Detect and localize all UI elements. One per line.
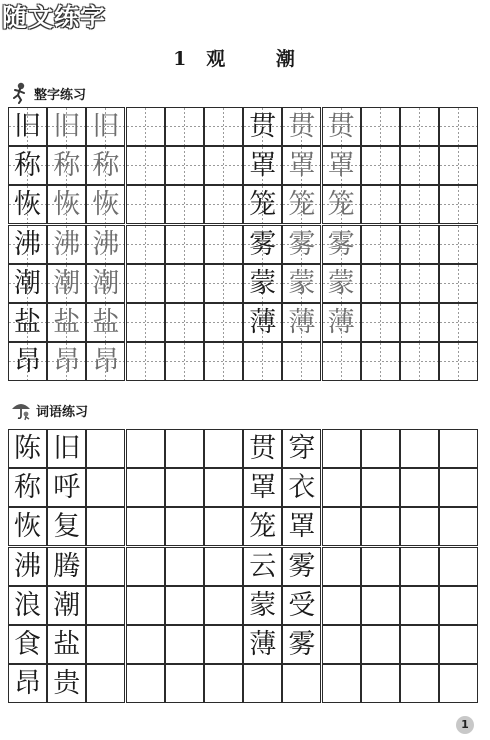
- practice-character: 盐: [14, 307, 41, 338]
- grid-cell[interactable]: [8, 264, 47, 303]
- practice-character: 薄: [249, 307, 277, 338]
- practice-character: 恢: [14, 189, 41, 221]
- grid-cell[interactable]: [282, 264, 321, 303]
- grid-cell[interactable]: [8, 507, 47, 546]
- grid-cell[interactable]: [165, 429, 204, 468]
- practice-character: [244, 343, 281, 380]
- grid-cell[interactable]: [322, 586, 361, 625]
- grid-cell[interactable]: [47, 586, 86, 625]
- practice-character: 贯: [249, 433, 277, 464]
- practice-character: 蒙: [327, 267, 355, 299]
- practice-character: 蒙: [288, 267, 316, 299]
- grid-cell[interactable]: [8, 664, 47, 703]
- grid-cell[interactable]: [126, 625, 165, 664]
- grid-cell[interactable]: [204, 342, 243, 381]
- grid-cell[interactable]: [165, 303, 204, 342]
- grid-cell[interactable]: [8, 625, 47, 664]
- practice-character: 罩: [288, 150, 316, 182]
- practice-character: 昂: [92, 346, 120, 378]
- grid-cell[interactable]: [165, 507, 204, 546]
- grid-cell[interactable]: [204, 625, 243, 664]
- grid-cell[interactable]: [439, 586, 478, 625]
- practice-character: 薄: [327, 307, 355, 338]
- grid-cell[interactable]: [361, 107, 400, 146]
- practice-character: [283, 665, 320, 702]
- grid-cell[interactable]: [86, 547, 125, 586]
- grid-cell[interactable]: [47, 507, 86, 546]
- practice-character: 盐: [53, 629, 81, 660]
- lesson-name: 观 潮: [206, 48, 317, 70]
- grid-cell[interactable]: [86, 586, 125, 625]
- grid-cell[interactable]: [322, 107, 361, 146]
- practice-character: 沸: [92, 228, 120, 260]
- grid-cell[interactable]: [361, 342, 400, 381]
- grid-cell[interactable]: [400, 185, 439, 224]
- practice-character: 昂: [14, 668, 41, 700]
- grid-cell[interactable]: [126, 107, 165, 146]
- grid-cell[interactable]: [282, 107, 321, 146]
- practice-character: 旧: [53, 433, 81, 464]
- practice-character: 衣: [288, 472, 316, 504]
- grid-cell[interactable]: [400, 586, 439, 625]
- grid-cell[interactable]: [439, 547, 478, 586]
- grid-cell[interactable]: [47, 625, 86, 664]
- grid-cell[interactable]: [282, 468, 321, 507]
- grid-cell[interactable]: [322, 342, 361, 381]
- grid-cell[interactable]: [126, 185, 165, 224]
- practice-character: 称: [14, 472, 41, 504]
- grid-cell[interactable]: [126, 146, 165, 185]
- grid-cell[interactable]: [126, 586, 165, 625]
- grid-cell[interactable]: [243, 586, 282, 625]
- grid-cell[interactable]: [47, 107, 86, 146]
- practice-character: 旧: [92, 111, 120, 142]
- grid-cell[interactable]: [361, 225, 400, 264]
- practice-character: 受: [288, 589, 316, 621]
- grid-cell[interactable]: [86, 625, 125, 664]
- practice-character: 薄: [249, 629, 277, 660]
- practice-character: 笼: [288, 189, 316, 221]
- practice-character: 穿: [288, 433, 316, 464]
- grid-cell[interactable]: [439, 342, 478, 381]
- grid-cell[interactable]: [361, 507, 400, 546]
- grid-cell[interactable]: [322, 547, 361, 586]
- practice-character: 复: [53, 511, 81, 543]
- practice-character: 旧: [14, 111, 41, 142]
- grid-cell[interactable]: [439, 625, 478, 664]
- grid-cell[interactable]: [400, 342, 439, 381]
- grid-cell[interactable]: [204, 468, 243, 507]
- practice-character: 贯: [249, 111, 277, 142]
- practice-character: 蒙: [249, 589, 277, 621]
- practice-character: 笼: [327, 189, 355, 221]
- grid-cell[interactable]: [243, 107, 282, 146]
- practice-character: 浪: [14, 589, 41, 621]
- grid-cell[interactable]: [439, 185, 478, 224]
- grid-cell[interactable]: [322, 507, 361, 546]
- grid-cell[interactable]: [204, 107, 243, 146]
- grid-cell[interactable]: [282, 146, 321, 185]
- grid-cell[interactable]: [282, 429, 321, 468]
- header-banner: 随文练字: [2, 3, 107, 32]
- grid-cell[interactable]: [361, 664, 400, 703]
- grid-cell[interactable]: [361, 586, 400, 625]
- grid-cell[interactable]: [361, 547, 400, 586]
- practice-character: 称: [53, 150, 81, 182]
- grid-cell[interactable]: [243, 146, 282, 185]
- practice-character: 潮: [53, 267, 81, 299]
- grid-cell[interactable]: [86, 507, 125, 546]
- grid-cell[interactable]: [322, 146, 361, 185]
- grid-cell[interactable]: [361, 625, 400, 664]
- grid-cell[interactable]: [126, 507, 165, 546]
- grid-cell[interactable]: [165, 625, 204, 664]
- grid-cell[interactable]: [400, 225, 439, 264]
- grid-cell[interactable]: [400, 625, 439, 664]
- grid-cell[interactable]: [243, 625, 282, 664]
- grid-cell[interactable]: [282, 303, 321, 342]
- practice-character: 雾: [288, 550, 316, 582]
- grid-cell[interactable]: [204, 547, 243, 586]
- grid-cell[interactable]: [439, 507, 478, 546]
- practice-character: 贯: [327, 111, 355, 142]
- practice-character: 雾: [288, 228, 316, 260]
- grid-cell[interactable]: [243, 303, 282, 342]
- grid-cell[interactable]: [47, 146, 86, 185]
- practice-character: [283, 343, 320, 380]
- grid-cell[interactable]: [126, 342, 165, 381]
- practice-character: 蒙: [249, 267, 277, 299]
- grid-cell[interactable]: [282, 225, 321, 264]
- grid-cell[interactable]: [282, 547, 321, 586]
- practice-character: 薄: [288, 307, 316, 338]
- practice-character: 腾: [53, 550, 81, 582]
- practice-character: 食: [14, 629, 41, 660]
- section-char-practice-title: 整字练习: [34, 87, 87, 103]
- practice-character: 罩: [288, 511, 316, 543]
- grid-cell[interactable]: [282, 664, 321, 703]
- grid-cell[interactable]: [361, 429, 400, 468]
- grid-cell[interactable]: [439, 107, 478, 146]
- running-boy-icon: [10, 82, 30, 104]
- grid-cell[interactable]: [243, 547, 282, 586]
- grid-cell[interactable]: [165, 664, 204, 703]
- grid-cell[interactable]: [243, 664, 282, 703]
- grid-cell[interactable]: [126, 225, 165, 264]
- grid-cell[interactable]: [47, 429, 86, 468]
- page-number: 1: [456, 716, 474, 734]
- grid-cell[interactable]: [126, 429, 165, 468]
- grid-cell[interactable]: [8, 429, 47, 468]
- practice-character: 潮: [53, 589, 81, 621]
- grid-cell[interactable]: [204, 185, 243, 224]
- grid-cell[interactable]: [204, 303, 243, 342]
- grid-cell[interactable]: [439, 264, 478, 303]
- practice-character: 沸: [14, 228, 41, 260]
- grid-cell[interactable]: [400, 146, 439, 185]
- grid-cell[interactable]: [47, 468, 86, 507]
- grid-cell[interactable]: [86, 225, 125, 264]
- grid-cell[interactable]: [165, 342, 204, 381]
- practice-character: 称: [14, 150, 41, 182]
- grid-cell[interactable]: [243, 342, 282, 381]
- grid-cell[interactable]: [322, 625, 361, 664]
- lesson-title: [0, 44, 490, 71]
- grid-cell[interactable]: [86, 185, 125, 224]
- grid-cell[interactable]: [86, 107, 125, 146]
- practice-character: 雾: [327, 228, 355, 260]
- practice-character: 笼: [249, 189, 277, 221]
- grid-cell[interactable]: [8, 468, 47, 507]
- grid-cell[interactable]: [439, 146, 478, 185]
- grid-cell[interactable]: [86, 146, 125, 185]
- grid-cell[interactable]: [126, 468, 165, 507]
- grid-cell[interactable]: [204, 225, 243, 264]
- grid-cell[interactable]: [165, 225, 204, 264]
- practice-character: 罩: [249, 472, 277, 504]
- grid-cell[interactable]: [47, 664, 86, 703]
- grid-cell[interactable]: [126, 264, 165, 303]
- grid-cell[interactable]: [400, 107, 439, 146]
- practice-character: 笼: [249, 511, 277, 543]
- grid-cell[interactable]: [126, 664, 165, 703]
- practice-character: 旧: [53, 111, 81, 142]
- section-word-practice: [10, 399, 88, 421]
- grid-cell[interactable]: [282, 342, 321, 381]
- practice-character: 雾: [249, 228, 277, 260]
- grid-cell[interactable]: [165, 264, 204, 303]
- grid-cell[interactable]: [400, 303, 439, 342]
- grid-cell[interactable]: [126, 303, 165, 342]
- grid-cell[interactable]: [8, 107, 47, 146]
- grid-cell[interactable]: [8, 185, 47, 224]
- grid-cell[interactable]: [322, 468, 361, 507]
- grid-cell[interactable]: [8, 586, 47, 625]
- grid-cell[interactable]: [47, 264, 86, 303]
- grid-cell[interactable]: [400, 664, 439, 703]
- grid-cell[interactable]: [8, 146, 47, 185]
- grid-cell[interactable]: [282, 185, 321, 224]
- practice-character: 盐: [53, 307, 81, 338]
- practice-character: 称: [92, 150, 120, 182]
- grid-cell[interactable]: [165, 146, 204, 185]
- practice-character: [323, 343, 360, 380]
- grid-cell[interactable]: [243, 264, 282, 303]
- grid-cell[interactable]: [439, 664, 478, 703]
- grid-cell[interactable]: [361, 303, 400, 342]
- grid-cell[interactable]: [282, 586, 321, 625]
- grid-cell[interactable]: [243, 507, 282, 546]
- grid-cell[interactable]: [439, 303, 478, 342]
- practice-character: 恢: [14, 511, 41, 543]
- grid-cell[interactable]: [165, 107, 204, 146]
- grid-cell[interactable]: [322, 264, 361, 303]
- grid-cell[interactable]: [47, 342, 86, 381]
- grid-cell[interactable]: [400, 507, 439, 546]
- practice-character: [244, 665, 281, 702]
- grid-cell[interactable]: [86, 303, 125, 342]
- grid-cell[interactable]: [126, 547, 165, 586]
- grid-cell[interactable]: [86, 264, 125, 303]
- grid-cell[interactable]: [322, 225, 361, 264]
- grid-cell[interactable]: [361, 264, 400, 303]
- grid-cell[interactable]: [204, 264, 243, 303]
- practice-character: 贯: [288, 111, 316, 142]
- grid-cell[interactable]: [47, 547, 86, 586]
- grid-cell[interactable]: [243, 225, 282, 264]
- grid-cell[interactable]: [322, 303, 361, 342]
- practice-character: 昂: [53, 346, 81, 378]
- grid-cell[interactable]: [86, 468, 125, 507]
- grid-cell[interactable]: [439, 429, 478, 468]
- practice-character: 盐: [92, 307, 120, 338]
- grid-cell[interactable]: [8, 342, 47, 381]
- grid-cell[interactable]: [322, 664, 361, 703]
- grid-cell[interactable]: [361, 468, 400, 507]
- practice-character: 罩: [327, 150, 355, 182]
- grid-cell[interactable]: [86, 342, 125, 381]
- practice-character: 昂: [14, 346, 41, 378]
- grid-cell[interactable]: [8, 225, 47, 264]
- grid-cell[interactable]: [47, 303, 86, 342]
- grid-cell[interactable]: [282, 507, 321, 546]
- grid-cell[interactable]: [400, 547, 439, 586]
- grid-cell[interactable]: [47, 225, 86, 264]
- grid-cell[interactable]: [361, 146, 400, 185]
- grid-cell[interactable]: [243, 429, 282, 468]
- practice-character: 沸: [53, 228, 81, 260]
- section-char-practice: [10, 82, 86, 104]
- practice-character: 罩: [249, 150, 277, 182]
- grid-cell[interactable]: [204, 146, 243, 185]
- practice-character: 潮: [92, 267, 120, 299]
- lesson-number: 1: [173, 48, 189, 70]
- grid-cell[interactable]: [204, 664, 243, 703]
- grid-cell[interactable]: [204, 586, 243, 625]
- grid-cell[interactable]: [439, 225, 478, 264]
- practice-character: 恢: [53, 189, 81, 221]
- practice-character: 陈: [14, 433, 41, 464]
- grid-cell[interactable]: [204, 429, 243, 468]
- grid-cell[interactable]: [165, 185, 204, 224]
- grid-cell[interactable]: [47, 185, 86, 224]
- grid-cell[interactable]: [322, 185, 361, 224]
- grid-cell[interactable]: [243, 185, 282, 224]
- umbrella-kid-icon: [10, 399, 32, 421]
- grid-cell[interactable]: [165, 468, 204, 507]
- grid-cell[interactable]: [439, 468, 478, 507]
- grid-cell[interactable]: [8, 303, 47, 342]
- practice-character: 贵: [53, 668, 81, 700]
- grid-cell[interactable]: [86, 429, 125, 468]
- grid-cell[interactable]: [361, 185, 400, 224]
- grid-cell[interactable]: [165, 586, 204, 625]
- grid-cell[interactable]: [204, 507, 243, 546]
- grid-cell[interactable]: [400, 429, 439, 468]
- grid-cell[interactable]: [243, 468, 282, 507]
- grid-cell[interactable]: [86, 664, 125, 703]
- grid-cell[interactable]: [322, 429, 361, 468]
- practice-character: 云: [249, 550, 277, 582]
- section-word-practice-title: 词语练习: [36, 404, 89, 420]
- practice-character: 沸: [14, 550, 41, 582]
- grid-cell[interactable]: [8, 547, 47, 586]
- grid-cell[interactable]: [282, 625, 321, 664]
- practice-character: 雾: [288, 629, 316, 660]
- practice-character: 呼: [53, 472, 81, 504]
- grid-cell[interactable]: [165, 547, 204, 586]
- practice-character: 恢: [92, 189, 120, 221]
- grid-cell[interactable]: [400, 468, 439, 507]
- grid-cell[interactable]: [400, 264, 439, 303]
- practice-character: 潮: [14, 267, 41, 299]
